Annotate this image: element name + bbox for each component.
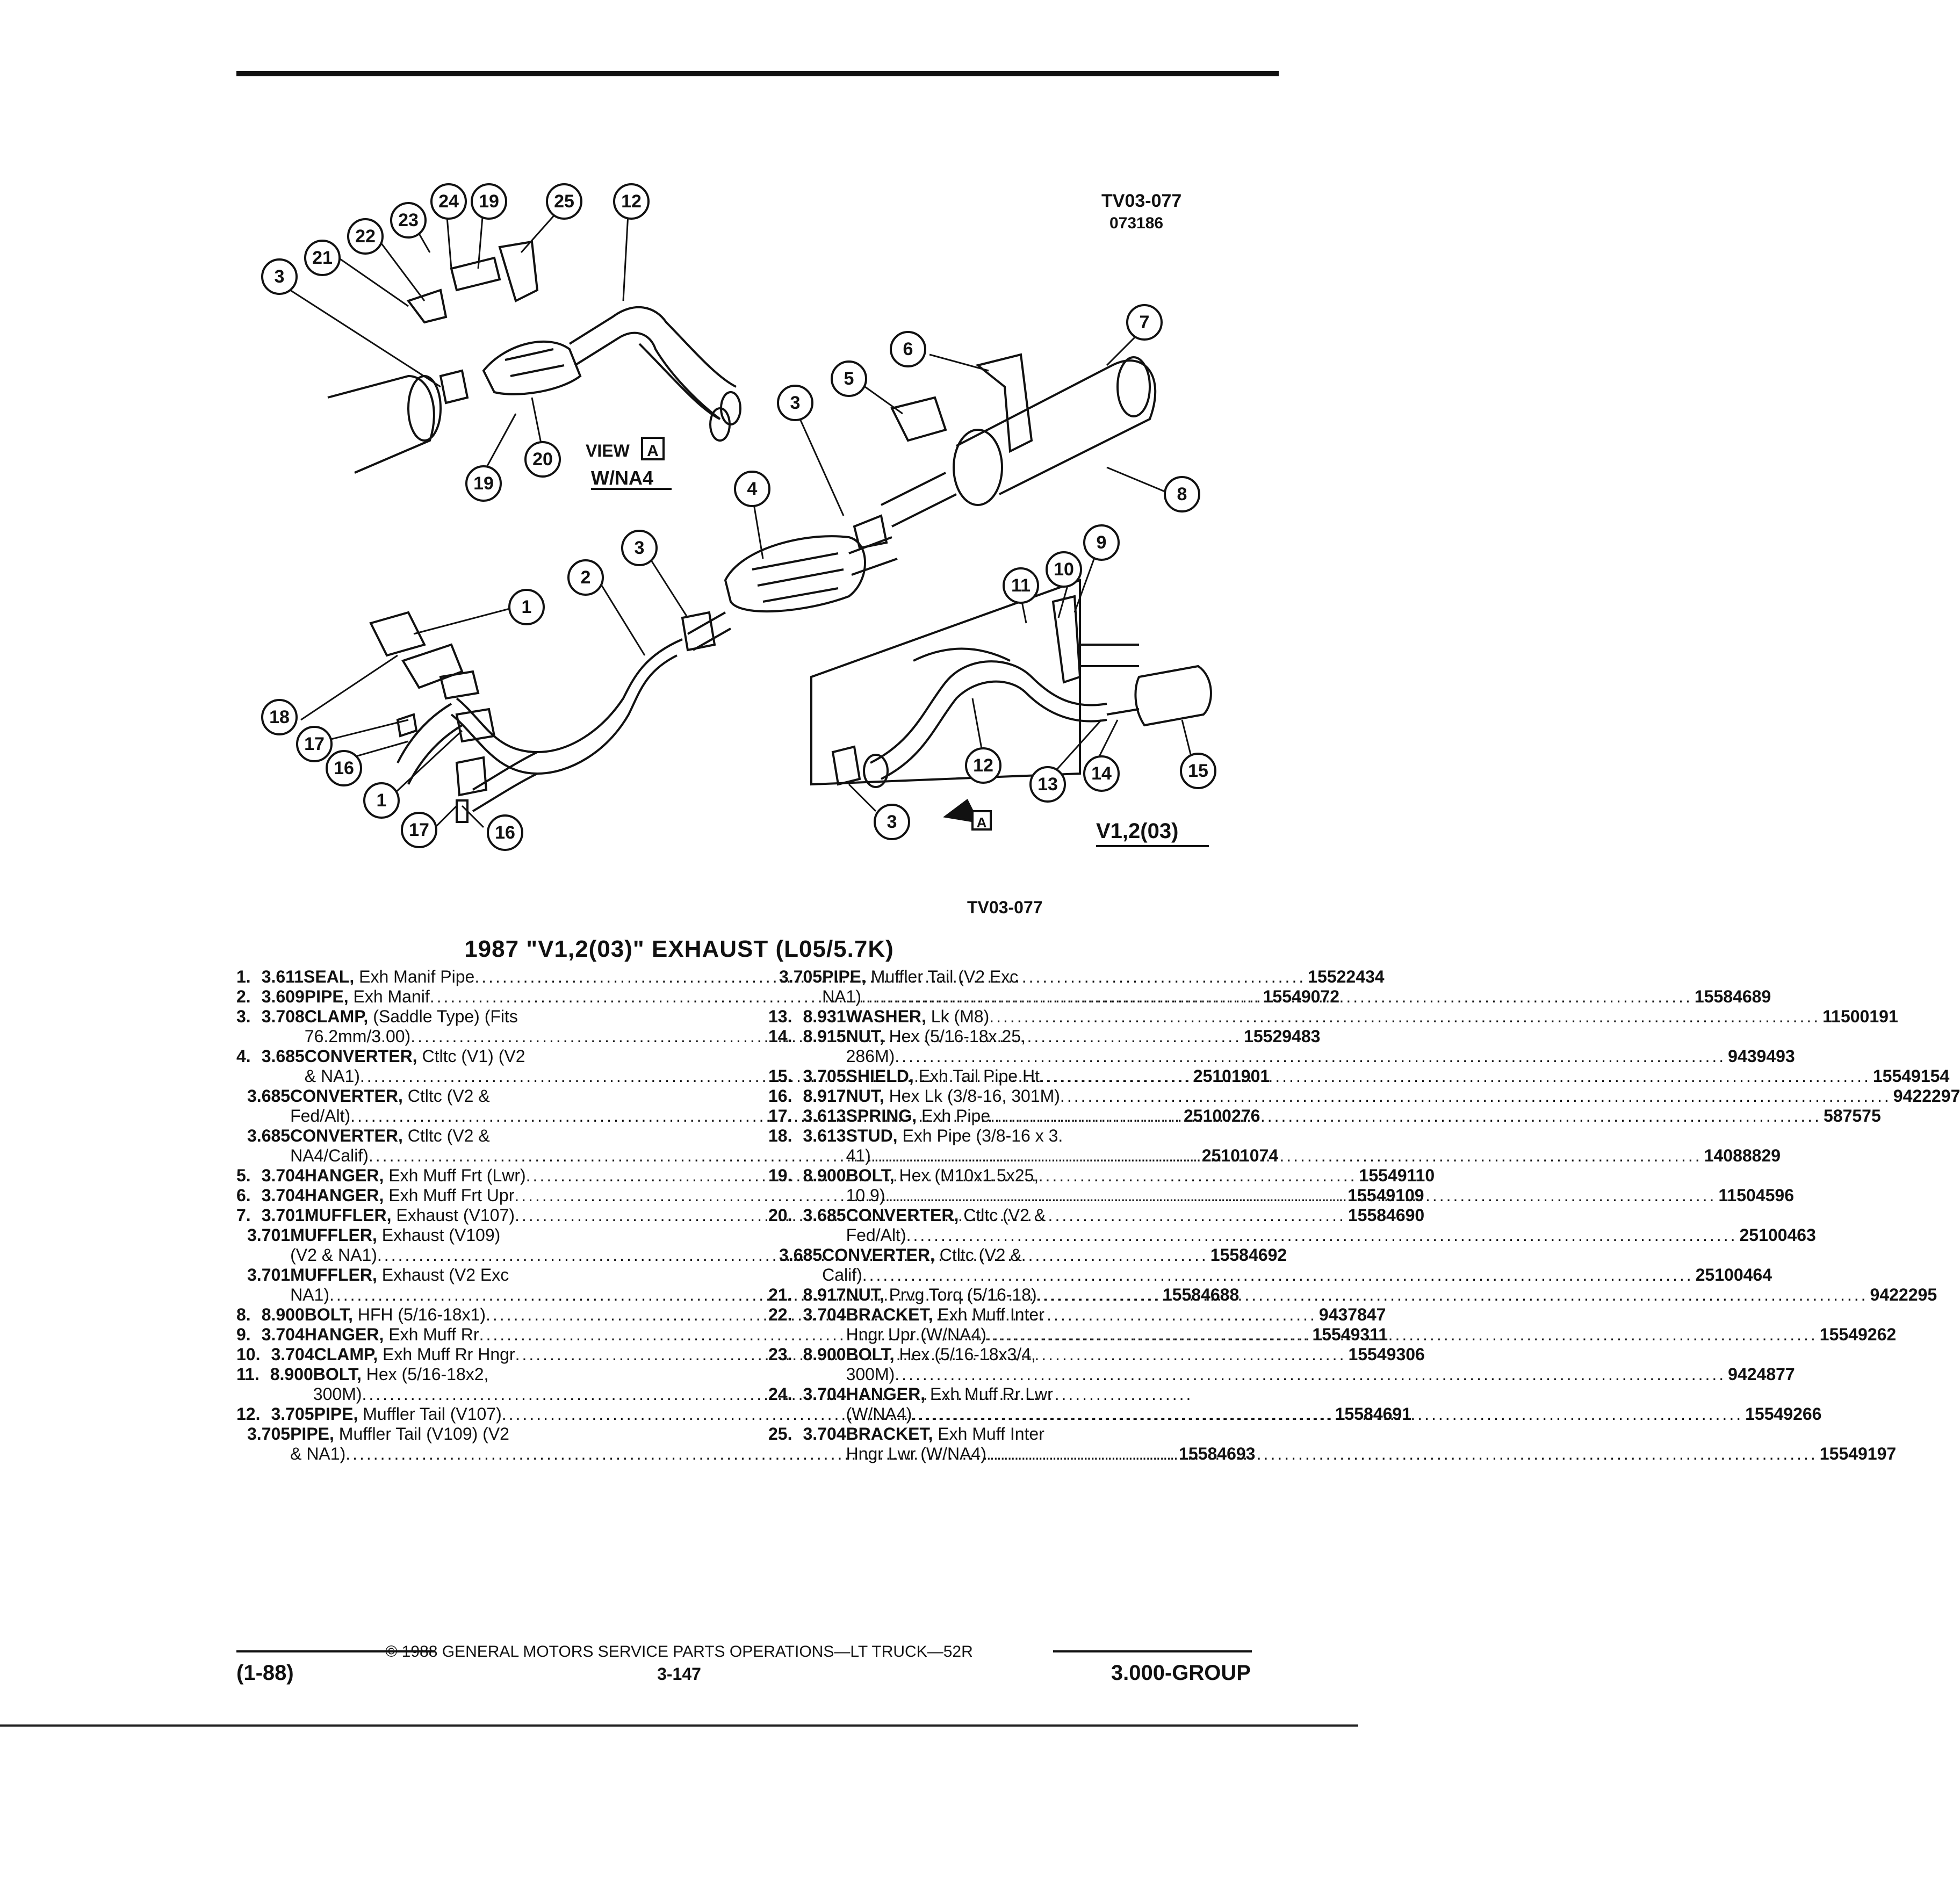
part-ref-number: 21. — [768, 1285, 792, 1304]
part-group-code: 8.917 — [803, 1086, 846, 1106]
view-sub: W/NA4 — [591, 467, 653, 489]
part-group-code: 3.613 — [803, 1106, 846, 1125]
part-description: Exh Manif — [348, 987, 430, 1006]
part-ref-number: 11. — [236, 1365, 260, 1384]
part-number: 15549306 — [1348, 1345, 1425, 1364]
callout-label: 25 — [554, 191, 574, 212]
part-description: NA1) — [822, 987, 861, 1006]
leader-dots — [986, 1325, 1818, 1345]
part-description: 10.9) — [846, 1186, 885, 1205]
part-description: Exh Muff Rr Lwr — [925, 1384, 1053, 1404]
part-group-code: 3.704 — [271, 1345, 314, 1364]
part-ref-number: 14. — [768, 1027, 792, 1046]
callout-label: 4 — [747, 479, 758, 499]
part-group-code: 3.685 — [803, 1206, 846, 1225]
part-group-code: 3.701 — [247, 1225, 291, 1245]
part-entry — [768, 1285, 1937, 1305]
leader-dots — [906, 1225, 1738, 1245]
part-number: 15522434 — [1308, 967, 1385, 986]
part-group-code: 3.705 — [271, 1404, 314, 1424]
callout-label: 17 — [409, 820, 429, 840]
callout-label: 7 — [1139, 312, 1150, 333]
part-number: 15549311 — [1312, 1325, 1388, 1344]
part-description: Muffler Tail (V2 Exc — [866, 967, 1019, 986]
callout-label: 19 — [479, 191, 499, 212]
leader-dots — [861, 987, 1692, 1007]
footer-date: (1-88) — [236, 1661, 294, 1685]
callout-label: 14 — [1091, 763, 1112, 784]
part-description: NA1) — [290, 1285, 329, 1304]
part-description: Hex (5/16-18x2, — [361, 1365, 489, 1384]
callout-label: 15 — [1188, 761, 1208, 781]
part-ref-number: 24. — [768, 1384, 792, 1404]
part-description: Exh Muff Inter — [933, 1424, 1044, 1443]
part-group-code: 3.705 — [779, 967, 823, 986]
callout-label: 16 — [334, 758, 354, 778]
bottom-rule — [0, 1724, 1358, 1727]
part-number: 15584689 — [1694, 987, 1771, 1006]
leader-lines — [290, 204, 1193, 833]
part-description: Hngr Upr (W/NA4) — [846, 1325, 986, 1344]
callout-label: 22 — [355, 226, 376, 247]
part-ref-number: 1. — [236, 967, 251, 986]
part-description: 300M) — [846, 1365, 895, 1384]
part-entry — [768, 1245, 1772, 1285]
part-name: MUFFLER, — [304, 1206, 392, 1225]
part-description: Fed/Alt) — [290, 1106, 351, 1125]
part-number: 15584690 — [1347, 1206, 1425, 1225]
part-entry — [768, 1066, 1950, 1086]
part-name: BOLT, — [846, 1166, 895, 1185]
part-group-code: 8.900 — [261, 1305, 305, 1324]
part-description: Calif) — [822, 1265, 862, 1284]
callout-label: 21 — [312, 248, 333, 268]
part-description: Exh Pipe (3/8-16 x 3. — [897, 1126, 1063, 1145]
part-ref-number: 6. — [236, 1186, 251, 1205]
leader-dots — [912, 1404, 1743, 1424]
part-number: 15584692 — [1210, 1245, 1287, 1265]
part-name: BOLT, — [304, 1305, 353, 1324]
part-description: Exh Manif Pipe — [354, 967, 475, 986]
part-name: MUFFLER, — [290, 1225, 377, 1245]
part-number: 15549110 — [1359, 1166, 1435, 1185]
part-name: NUT, — [846, 1285, 884, 1304]
part-name: WASHER, — [846, 1007, 926, 1026]
leader-dots — [990, 1106, 1821, 1126]
part-ref-number: 5. — [236, 1166, 251, 1185]
part-description: Lk (M8) — [926, 1007, 990, 1026]
callout-labels — [269, 191, 1208, 843]
part-group-code: 8.931 — [803, 1007, 846, 1026]
part-number: 15549154 — [1872, 1066, 1950, 1086]
part-group-code: 3.704 — [261, 1325, 305, 1344]
callout-label: 6 — [903, 339, 913, 359]
part-name: SHIELD, — [846, 1066, 914, 1086]
part-entry — [236, 1186, 1424, 1206]
part-description: Muffler Tail (V109) (V2 — [334, 1424, 509, 1443]
part-name: BRACKET, — [846, 1424, 933, 1443]
callout-label: 1 — [376, 790, 387, 811]
part-ref-number: 4. — [236, 1046, 251, 1066]
part-group-code: 3.704 — [261, 1186, 305, 1205]
part-description: Hex (M10x1.5x25, — [894, 1166, 1039, 1185]
exhaust-diagram — [0, 0, 1358, 924]
footer-copyright: © 1988 GENERAL MOTORS SERVICE PARTS OPERATIONS—LT TRUCK—52R — [385, 1643, 973, 1661]
part-group-code: 8.915 — [803, 1027, 846, 1046]
callout-label: 1 — [521, 597, 532, 617]
part-description: Exh Muff Inter — [933, 1305, 1044, 1324]
part-description: (V2 & NA1) — [290, 1245, 377, 1265]
part-name: MUFFLER, — [290, 1265, 377, 1284]
callout-label: 11 — [1011, 575, 1031, 596]
part-name: SPRING, — [846, 1106, 917, 1125]
part-group-code: 3.685 — [247, 1086, 291, 1106]
part-group-code: 8.900 — [270, 1365, 313, 1384]
part-group-code: 3.704 — [261, 1166, 305, 1185]
part-ref-number: 9. — [236, 1325, 251, 1344]
part-description: & NA1) — [290, 1444, 346, 1463]
part-description: Exh Muff Frt (Lwr) — [384, 1166, 526, 1185]
part-description: NA4/Calif) — [290, 1146, 369, 1165]
part-ref-number: 19. — [768, 1166, 792, 1185]
part-description: 300M) — [313, 1384, 362, 1404]
part-entry — [768, 1126, 1781, 1166]
callout-label: 23 — [398, 210, 419, 230]
part-name: NUT, — [846, 1027, 884, 1046]
callout-label: 3 — [634, 538, 645, 558]
part-group-code: 3.704 — [803, 1424, 846, 1443]
callout-label: 13 — [1037, 774, 1058, 795]
part-description: Fed/Alt) — [846, 1225, 906, 1245]
part-ref-number: 18. — [768, 1126, 792, 1145]
part-description: Exh Tail Pipe Ht — [913, 1066, 1040, 1086]
part-name: PIPE, — [822, 967, 866, 986]
part-description: Exhaust (V2 Exc — [377, 1265, 509, 1284]
footer-group: 3.000-GROUP — [1111, 1661, 1251, 1685]
part-group-code: 3.701 — [247, 1265, 291, 1284]
part-number: 587575 — [1823, 1106, 1881, 1125]
part-description: Ctltc (V2 & — [934, 1245, 1022, 1265]
part-number: 25100464 — [1695, 1265, 1772, 1284]
leader-dots — [1040, 1066, 1871, 1086]
part-name: HANGER, — [304, 1166, 384, 1185]
part-group-code: 3.708 — [261, 1007, 305, 1026]
part-name: PIPE, — [290, 1424, 334, 1443]
part-number: 15549262 — [1819, 1325, 1897, 1344]
callout-label: 3 — [790, 393, 801, 413]
part-name: HANGER, — [846, 1384, 926, 1404]
part-name: CONVERTER, — [846, 1206, 959, 1225]
part-group-code: 3.685 — [261, 1046, 305, 1066]
part-description: Prvg Torq (5/16-18) — [884, 1285, 1037, 1304]
part-description: & NA1) — [304, 1066, 360, 1086]
part-entry — [768, 1007, 1898, 1027]
arrow-letter: A — [976, 814, 987, 831]
part-number: 15549266 — [1745, 1404, 1822, 1424]
part-description: Ctltc (V1) (V2 — [417, 1046, 525, 1066]
part-description: 41) — [846, 1146, 871, 1165]
callout-label: 3 — [274, 266, 285, 287]
part-description: Hex (5/16-18x3/4, — [894, 1345, 1036, 1364]
leader-dots — [989, 1007, 1820, 1027]
part-entry — [768, 1086, 1960, 1106]
footer-rule-right — [1053, 1650, 1252, 1652]
part-description: HFH (5/16-18x1) — [352, 1305, 486, 1324]
part-description: Exh Muff Rr — [384, 1325, 479, 1344]
part-ref-number: 25. — [768, 1424, 792, 1443]
part-name: HANGER, — [304, 1186, 384, 1205]
part-ref-number: 7. — [236, 1206, 251, 1225]
part-ref-number: 17. — [768, 1106, 792, 1125]
part-number: 25101901 — [1193, 1066, 1270, 1086]
drawing-code-bottom: TV03-077 — [967, 898, 1043, 917]
view-letter: A — [647, 442, 659, 460]
part-description: Ctltc (V2 & — [959, 1206, 1046, 1225]
callout-label: 3 — [887, 812, 897, 832]
callout-label: 18 — [269, 707, 290, 727]
part-name: CLAMP, — [304, 1007, 369, 1026]
part-group-code: 3.704 — [803, 1384, 846, 1404]
drawing-date: 073186 — [1109, 214, 1164, 232]
callout-label: 17 — [304, 734, 325, 754]
part-description: Ctltc (V2 & — [402, 1086, 490, 1106]
part-number: 15584688 — [1162, 1285, 1240, 1304]
part-number: 15549197 — [1819, 1444, 1897, 1463]
part-ref-number: 20. — [768, 1206, 792, 1225]
diagram-linework — [328, 242, 1211, 829]
drawing-code-top: TV03-077 — [1101, 191, 1182, 211]
part-group-code: 3.611 — [261, 967, 304, 986]
part-number: 11504596 — [1718, 1186, 1794, 1205]
part-name: STUD, — [846, 1126, 898, 1145]
callout-label: 19 — [473, 473, 494, 494]
part-group-code: 8.917 — [803, 1285, 846, 1304]
part-description: Exhaust (V107) — [391, 1206, 515, 1225]
variant-label: V1,2(03) — [1096, 819, 1179, 843]
part-description: Muffler Tail (V107) — [358, 1404, 502, 1424]
part-number: 9439493 — [1728, 1046, 1795, 1066]
part-name: NUT, — [846, 1086, 884, 1106]
part-group-code: 8.900 — [803, 1345, 846, 1364]
part-ref-number: 15. — [768, 1066, 792, 1086]
part-ref-number: 12. — [236, 1404, 261, 1424]
part-entry — [768, 1106, 1881, 1126]
part-name: CONVERTER, — [304, 1046, 417, 1066]
part-group-code: 8.900 — [803, 1166, 846, 1185]
part-number: 9422297 — [1893, 1086, 1960, 1106]
part-entry — [768, 1424, 1897, 1464]
part-number: 15549109 — [1347, 1186, 1424, 1205]
callout-label: 20 — [532, 449, 553, 470]
part-description: Hngr Lwr (W/NA4) — [846, 1444, 986, 1463]
leader-dots — [862, 1265, 1694, 1285]
part-number: 11500191 — [1822, 1007, 1898, 1026]
part-number: 25100463 — [1739, 1225, 1816, 1245]
part-group-code: 3.609 — [261, 987, 305, 1006]
part-name: CONVERTER, — [822, 1245, 935, 1265]
part-number: 9424877 — [1728, 1365, 1795, 1384]
part-description: (Saddle Type) (Fits — [368, 1007, 518, 1026]
callout-label: 12 — [621, 191, 642, 212]
part-group-code: 3.685 — [779, 1245, 823, 1265]
part-description: Hex (5/16-18x.25, — [884, 1027, 1026, 1046]
part-name: CONVERTER, — [290, 1086, 403, 1106]
callout-label: 24 — [438, 191, 459, 212]
part-name: PIPE, — [304, 987, 349, 1006]
part-group-code: 3.705 — [247, 1424, 291, 1443]
part-name: BOLT, — [313, 1365, 362, 1384]
leader-dots — [871, 1146, 1702, 1166]
part-ref-number: 16. — [768, 1086, 792, 1106]
part-ref-number: 3. — [236, 1007, 251, 1026]
part-description: 76.2mm/3.00) — [304, 1027, 411, 1046]
callout-label: 12 — [973, 755, 993, 776]
leader-dots — [895, 1365, 1726, 1384]
part-entry — [236, 1365, 731, 1404]
part-group-code: 3.701 — [261, 1206, 305, 1225]
part-group-code: 3.685 — [247, 1126, 291, 1145]
part-name: SEAL, — [304, 967, 355, 986]
part-description: Exh Muff Frt Upr — [384, 1186, 515, 1205]
callout-label: 8 — [1177, 484, 1187, 504]
part-group-code: 3.704 — [803, 1305, 846, 1324]
part-description: (W/NA4) — [846, 1404, 912, 1424]
part-number: 15529483 — [1244, 1027, 1321, 1046]
part-name: HANGER, — [304, 1325, 384, 1344]
part-name: CLAMP, — [314, 1345, 378, 1364]
leader-dots — [1060, 1086, 1891, 1106]
leader-dots — [885, 1186, 1717, 1206]
part-ref-number: 13. — [768, 1007, 792, 1026]
part-description: Ctltc (V2 & — [402, 1126, 490, 1145]
part-description: Exh Muff Rr Hngr — [378, 1345, 515, 1364]
part-ref-number: 8. — [236, 1305, 251, 1324]
part-number: 25101074 — [1201, 1146, 1279, 1165]
part-number: 14088829 — [1704, 1146, 1781, 1165]
part-number: 9437847 — [1318, 1305, 1386, 1324]
callout-label: 2 — [580, 567, 591, 588]
leader-dots — [986, 1444, 1818, 1464]
part-name: CONVERTER, — [290, 1126, 403, 1145]
view-label: VIEW — [586, 441, 630, 460]
callout-label: 10 — [1054, 559, 1074, 580]
part-name: BRACKET, — [846, 1305, 933, 1324]
part-description: Exhaust (V109) — [377, 1225, 501, 1245]
part-number: 25100276 — [1183, 1106, 1260, 1125]
part-group-code: 3.705 — [803, 1066, 846, 1086]
callout-label: 16 — [495, 822, 515, 843]
page-title: 1987 "V1,2(03)" EXHAUST (L05/5.7K) — [464, 936, 894, 962]
part-ref-number: 22. — [768, 1305, 792, 1324]
leader-dots — [895, 1046, 1726, 1066]
part-name: PIPE, — [314, 1404, 358, 1424]
part-number: 9422295 — [1870, 1285, 1937, 1304]
part-description: 286M) — [846, 1046, 895, 1066]
part-ref-number: 23. — [768, 1345, 792, 1364]
callout-label: 5 — [844, 369, 854, 389]
part-group-code: 3.613 — [803, 1126, 846, 1145]
part-number: 15584693 — [1179, 1444, 1256, 1463]
part-name: BOLT, — [846, 1345, 895, 1364]
part-number: 15584691 — [1335, 1404, 1411, 1424]
part-ref-number: 10. — [236, 1345, 261, 1364]
leader-dots — [1037, 1285, 1868, 1305]
part-number: 15549072 — [1263, 987, 1339, 1006]
part-description: Exh Pipe — [917, 1106, 991, 1125]
part-ref-number: 2. — [236, 987, 251, 1006]
footer-page-number: 3-147 — [657, 1664, 701, 1684]
callout-label: 9 — [1096, 532, 1107, 553]
part-description: Hex Lk (3/8-16, 301M) — [884, 1086, 1060, 1106]
